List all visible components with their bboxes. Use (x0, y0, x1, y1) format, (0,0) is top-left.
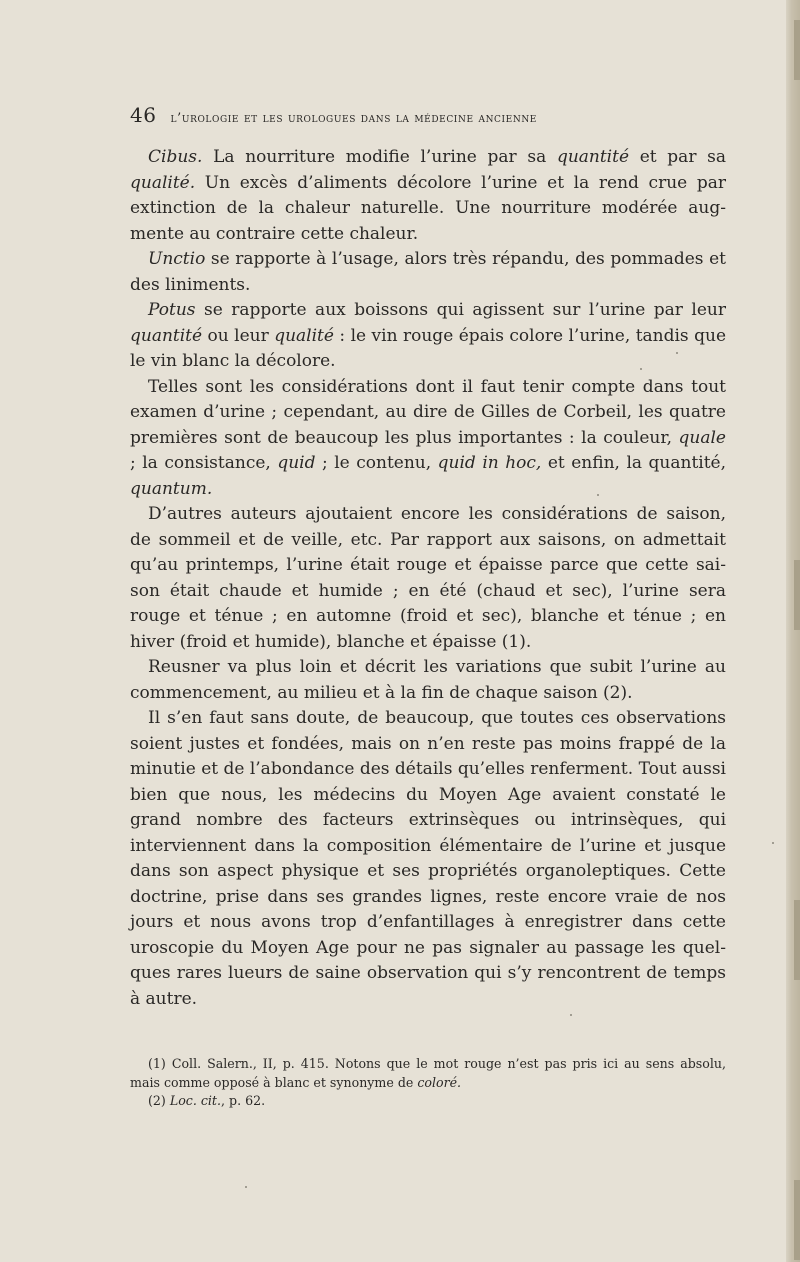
page-number: 46 (130, 103, 157, 127)
italic-term: Potus (148, 300, 196, 320)
italic-term: coloré. (417, 1074, 462, 1090)
paragraph (130, 145, 726, 247)
text-run: D’autres auteurs ajoutaient encore les considérations de saison, de sommeil et de veille, etc. Par rapport aux saisons, on admettait qu’au printemps, l’urine était rouge et épaisse parce que cette saison était chaude et humide ; en été (chaud et sec), l’urine sera rouge et ténue ; en automne (froid et sec), blanche et ténue ; en hiver (froid et humide), blanche et épaisse (1). (130, 504, 726, 652)
italic-term: quantum. (130, 478, 213, 499)
text-run: Reusner va plus loin et décrit les variations que subit l’urine au commencement, au milieu et à la fin de chaque saison (2). (130, 657, 726, 703)
text-run: La nourriture modifie l’urine par sa (202, 147, 557, 167)
italic-term: quantité (130, 325, 203, 346)
italic-term: quid (277, 453, 316, 473)
italic-term: quid in hoc, (437, 453, 542, 473)
paragraph (130, 375, 726, 503)
running-title: l’urologie et les urologues dans la médecine ancienne (170, 111, 537, 126)
paragraph (130, 706, 726, 1012)
text-run: , p. 62. (221, 1093, 266, 1108)
italic-term: Cibus. (148, 147, 203, 167)
italic-term: qualité (274, 325, 334, 346)
body-text (130, 145, 726, 1012)
text-run: ; le contenu, (315, 453, 438, 473)
paragraph (130, 298, 726, 375)
text-run: et enfin, la quantité, (541, 453, 727, 473)
text-run: Un excès d’aliments décolore l’urine et la rend crue par extinction de la chaleur naturelle. Une nourriture modérée augmente au contraire cette chaleur. (130, 172, 726, 244)
footnote (130, 1055, 726, 1092)
italic-term: Unctio (148, 249, 206, 269)
text-run: et par sa (629, 147, 726, 167)
footnote (130, 1092, 726, 1111)
italic-term: quale (678, 427, 726, 448)
footnotes (130, 1055, 726, 1111)
text-run: ; la consistance, (130, 453, 278, 473)
text-run: ou leur (202, 325, 275, 346)
text-run: Telles sont les considérations dont il faut tenir compte dans tout examen d’urine ; cependant, au dire de Gilles de Corbeil, les quatre premières sont de beaucoup les plus importantes : la couleur, (130, 376, 726, 448)
page-edge (786, 0, 800, 1262)
text-run: : le vin rouge épais colore l’urine, tandis que le vin blanc la décolore. (130, 325, 727, 371)
text-run: (2) (148, 1093, 170, 1108)
italic-term: Loc. cit. (169, 1093, 221, 1108)
text-run: se rapporte aux boissons qui agissent sur l’urine par leur (195, 300, 726, 320)
italic-term: qualité. (130, 172, 196, 193)
paragraph (130, 655, 726, 706)
text-run: Il s’en faut sans doute, de beaucoup, que toutes ces observations soient justes et fondées, mais on n’en reste pas moins frappé de la minutie et de l’abondance des détails qu’elles renferment. Tout aussi bien que nous, les médecins du Moyen Age avaient constaté le grand nombre des facteurs extrinsèques ou intrinsèques, qui interviennent dans la composition élémentaire de l’urine et jusque dans son aspect physique et ses propriétés organoleptiques. Cette doctrine, prise dans ses grandes lignes, reste encore vraie de nos jours et nous avons trop d’enfantillages à enregistrer dans cette uroscopie du Moyen Age pour ne pas signaler au passage les quelques rares lueurs de saine observation qui s’y rencontrent de temps à autre. (130, 708, 726, 1009)
running-header (130, 103, 690, 127)
text-run: (1) Coll. Salern., II, p. 415. Notons que le mot rouge n’est pas pris ici au sens absolu, mais comme opposé à blanc et synonyme de (130, 1056, 726, 1090)
paragraph (130, 247, 726, 298)
italic-term: quantité (556, 147, 630, 167)
text-run: se rapporte à l’usage, alors très répandu, des pommades et des liniments. (130, 249, 726, 295)
paragraph (130, 502, 726, 655)
